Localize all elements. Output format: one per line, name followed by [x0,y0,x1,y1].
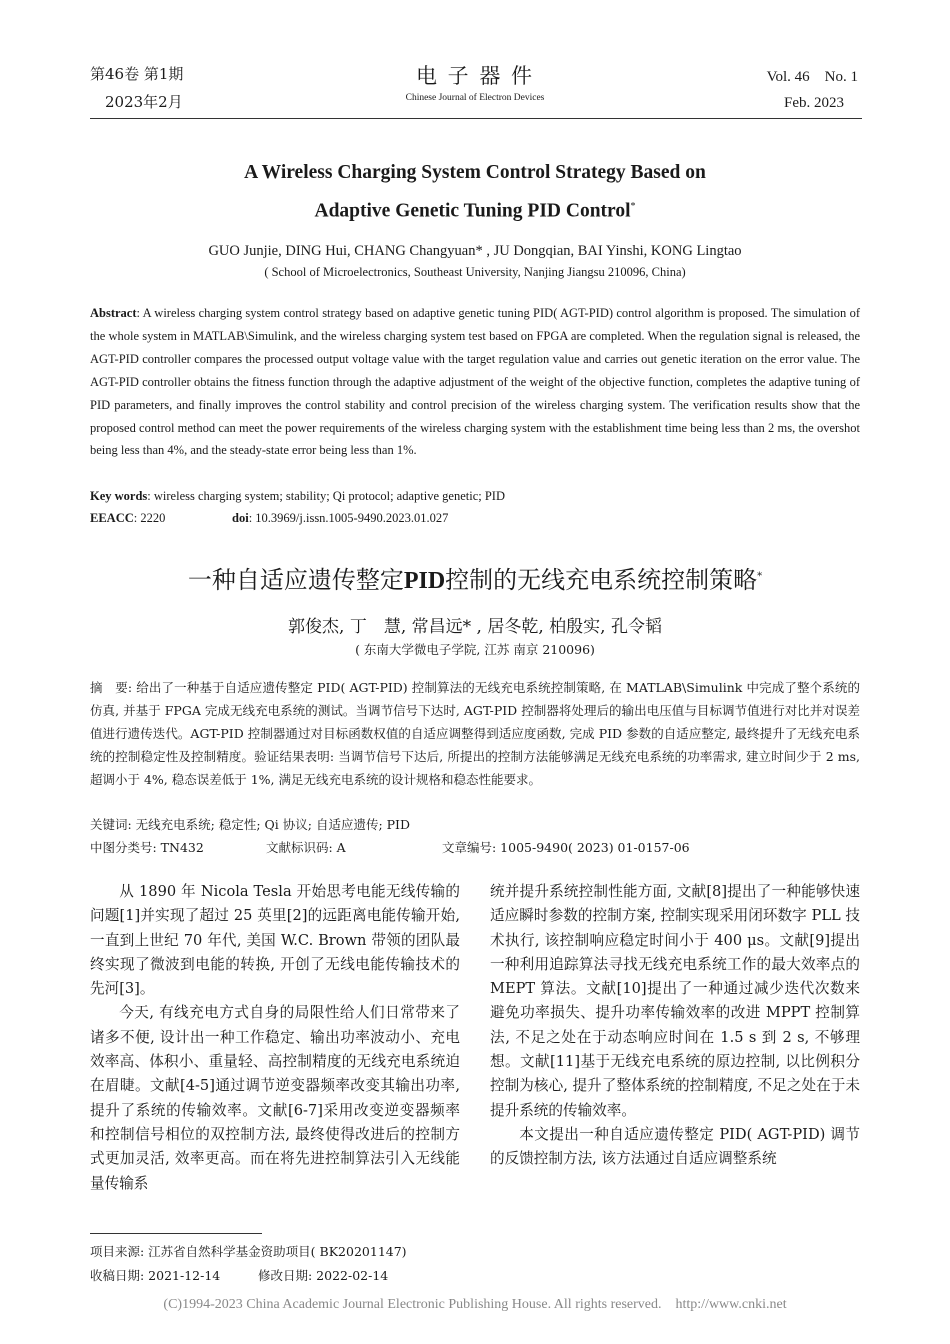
abstract-en [90,302,860,462]
eeacc-label: EEACC [90,511,134,525]
doi-value: : 10.3969/j.issn.1005-9490.2023.01.027 [248,511,449,525]
revised-date: 修改日期: 2022-02-14 [258,1268,389,1283]
chinese-title [0,560,950,598]
date-en: Feb. 2023 [784,95,844,111]
chinese-title-part-3: 控制的无线充电系统控制策略 [445,566,758,594]
doi-line [232,507,832,529]
keywords-en-label: Key words [90,489,148,503]
received-date: 收稿日期: 2021-12-14 [90,1268,221,1283]
body-paragraph: 本文提出一种自适应遗传整定 PID( AGT-PID) 调节的反馈控制方法, 该方法通过自适应调整系统 [490,1125,860,1168]
keywords-en-text: : wireless charging system; stability; Qi protocol; adaptive genetic; PID [147,489,505,503]
copyright-footer [0,1297,950,1313]
abstract-cn [90,677,860,792]
chinese-title-part-1: 一种自适应遗传整定 [187,566,404,594]
body-paragraph: 统并提升系统控制性能方面, 文献[8]提出了一种能够快速适应瞬时参数的控制方案, 控制实现采用闭环数字 PLL 技术执行, 该控制响应稳定时间小于 400 μs。文献[9]提出一种利用追踪算法寻找无线充电系统工作的最大效率点的 MEPT 算法。文献[10]提出了一种通过减少迭代次数来避免功率损失、提升功率传输效率的改进 MPPT 控制算法, 不足之处在于动态响应时间在 1.5 s 到 2 s, 不够理想。文献[11]基于无线充电系统的原边控制, 以比例积分控制为核心, 提升了整体系统的控制精度, 不足之处在于未提升系统的传输效率。 [490,883,860,1119]
body-left-column [90,880,460,1196]
abstract-cn-label: 摘 要 [90,680,128,695]
volume-issue-cn: 第46卷 第1期 [90,65,184,83]
english-title-line-2 [0,190,950,229]
funding-note: 项目来源: 江苏省自然科学基金资助项目( BK20201147) [90,1244,407,1259]
cnki-url[interactable]: http://www.cnki.net [675,1297,787,1312]
body-paragraph: 今天, 有线充电方式自身的局限性给人们日常带来了诸多不便, 设计出一种工作稳定、输出功率波动小、充电效率高、体积小、重量轻、高控制精度的无线充电系统迫在眉睫。文献[4-5]通过调节逆变器频率改变其输出功率, 提升了系统的传输效率。文献[6-7]采用改变逆变器频率和控制信号相位的双控制方法, 最终使得改进后的控制方式更加灵活, 效率更高。而在将先进控制算法引入无线能量传输系 [90,1004,460,1192]
clc-number: 中图分类号: TN432 [90,840,204,855]
keywords-cn: 关键词: 无线充电系统; 稳定性; Qi 协议; 自适应遗传; PID [90,817,411,832]
copyright-text: (C)1994-2023 China Academic Journal Electronic Publishing House. All rights reserved. [163,1297,662,1312]
keywords-en [90,485,860,507]
article-number: 文章编号: 1005-9490( 2023) 01-0157-06 [442,840,690,855]
header-rule [90,118,862,119]
abstract-en-text: : A wireless charging system control strategy based on adaptive genetic tuning PID( AGT-PID) control algorithm is proposed. The simulation of the whole system in MATLAB\Simulink, and the wireless charging system test based on FPGA are completed. When the regulation signal is released, the AGT-PID controller compares the processed output voltage value with the target regulation value and carries out genetic iteration on the error value. The AGT-PID controller obtains the fitness function through the adaptive adjustment of the weight of the objective function, completes the adaptive tuning of PID parameters, and finally improves the control stability and control precision of the wireless charging system. The verification results show that the proposed control method can meet the power requirements of the wireless charging system with the establishment time being less than 2 ms, the overshot being less than 4%, and the steady-state error being less than 1%. [90,306,860,458]
chinese-title-part-2: PID [403,568,446,594]
title-footnote-mark: * [630,201,636,212]
abstract-cn-text: : 给出了一种基于自适应遗传整定 PID( AGT-PID) 控制算法的无线充电系统控制策略, 在 MATLAB\Simulink 中完成了整个系统的仿真, 并基于 FPGA 完成无线充电系统的测试。当调节信号下达时, AGT-PID 控制器将处理后的输出电压值与目标调节值进行对比并对误差值进行遗传迭代。AGT-PID 控制器通过对目标函数权值的自适应调整得到适应度函数, 完成 PID 参数的自适应整定, 最终提升了无线充电系统的控制稳定性及控制精度。验证结果表明: 当调节信号下达后, 所提出的控制方法能够满足无线充电系统的功率需求, 建立时间少于 2 ms, 超调小于 4%, 稳态误差低于 1%, 满足无线充电系统的设计规格和稳态性能要求。 [90,680,860,787]
chinese-title-mark: * [757,571,763,582]
body-paragraph: 从 1890 年 Nicola Tesla 开始思考电能无线传输的问题[1]并实现了超过 25 英里[2]的远距离电能传输开始, 一直到上世纪 70 年代, 美国 W.C. Brown 带领的团队最终实现了微波到电能的转换, 开创了无线电能传输技术的先河[3]。 [90,883,460,998]
journal-name-cn: 电 子 器 件 [415,64,535,88]
english-title-line-1: A Wireless Charging System Control Strategy Based on [244,162,706,183]
english-title-line-2-text: Adaptive Genetic Tuning PID Control [314,200,631,222]
volume-issue-en: Vol. 46 No. 1 [766,69,858,85]
journal-name-en: Chinese Journal of Electron Devices [405,93,545,103]
abstract-en-label: Abstract [90,306,137,320]
authors-en: GUO Junjie, DING Hui, CHANG Changyuan* , JU Dongqian, BAI Yinshi, KONG Lingtao [208,243,742,259]
document-code: 文献标识码: A [266,840,346,855]
affiliation-cn: ( 东南大学微电子学院, 江苏 南京 210096) [355,642,595,657]
eeacc-value: : 2220 [133,511,166,525]
english-title [0,156,950,229]
doi-label: doi [232,511,249,525]
authors-cn: 郭俊杰, 丁 慧, 常昌远* , 居冬乾, 柏殷实, 孔令韬 [288,617,662,637]
date-cn: 2023年2月 [105,93,183,111]
body-right-column [490,880,860,1172]
footnote-rule [90,1233,262,1234]
affiliation-en: ( School of Microelectronics, Southeast University, Nanjing Jiangsu 210096, China) [264,265,686,279]
